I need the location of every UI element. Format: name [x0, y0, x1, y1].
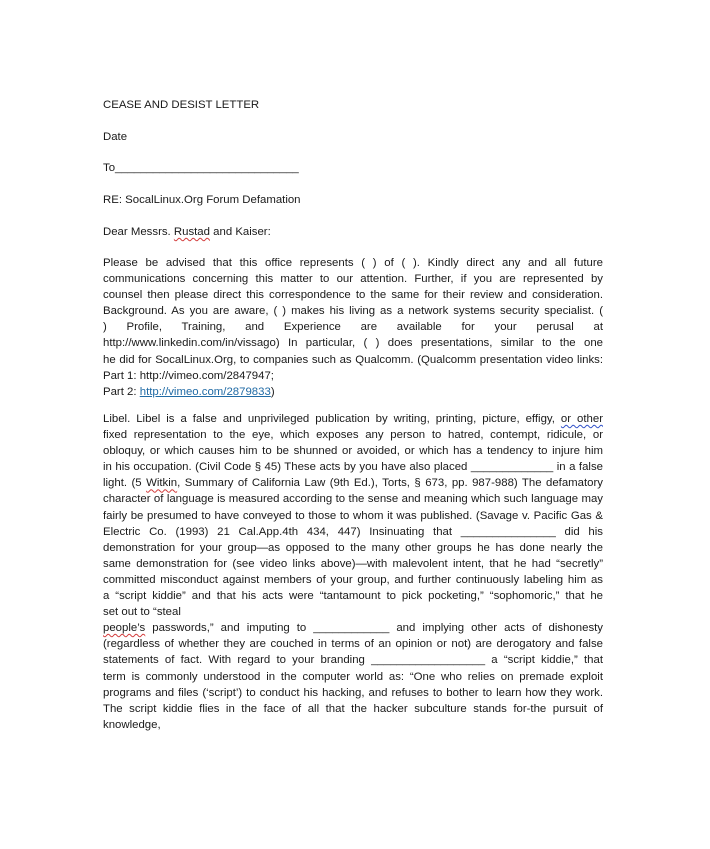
salutation-suffix: and Kaiser:: [209, 226, 271, 238]
paragraph-line: http://www.linkedin.com/in/vissago) In particular, ( ) does presentations, similar to the one: [103, 337, 603, 350]
paragraph-line: set out to “steal: [103, 606, 181, 619]
date-label: Date: [103, 131, 128, 143]
paragraph-line: Electric Co. (1993) 21 Cal.App.4th 434, 447) Insinuating that _______________ did his: [103, 525, 603, 538]
salutation: [103, 224, 271, 240]
line-prefix: light. (5: [103, 477, 147, 490]
paragraph-line: obloquy, or which causes him to be shunned or avoided, or which has a tendency to injure him: [103, 445, 603, 458]
paragraph-line: term is commonly understood in the computer world as: “One who relies on premade exploit: [103, 670, 603, 683]
paragraph-line: fixed representation to the eye, which exposes any person to hatred, contempt, ridicule, or: [103, 429, 603, 442]
paragraph-line: Part 1: http://vimeo.com/2847947;: [103, 369, 274, 382]
salutation-prefix: Dear Messrs.: [103, 226, 174, 238]
paragraph-line: [103, 411, 603, 427]
paragraph-line: he did for SocalLinux.Org, to companies such as Qualcomm. (Qualcomm presentation video links:: [103, 353, 603, 366]
salutation-name-flagged: Rustad: [173, 226, 210, 238]
paragraph-line: [103, 475, 603, 491]
paragraph-line: Please be advised that this office represents ( ) of ( ). Kindly direct any and all future: [103, 257, 603, 269]
paragraph-line: (regardless of whether they are couched in terms of an opinion or not) are derogatory and false: [103, 638, 603, 651]
vimeo-link[interactable]: http://vimeo.com/2879833: [139, 385, 271, 398]
paragraph-line: The script kiddie flies in the face of all that the hacker subculture stands for-the pursuit of: [103, 702, 603, 715]
recipient-line: To_____________________________: [103, 162, 299, 174]
paragraph-line: in his occupation. (Civil Code § 45) These acts by you have also placed _____________ in a false: [103, 461, 603, 474]
spelling-flagged-text: people’s: [103, 622, 146, 635]
grammar-flagged-text: or other: [560, 413, 603, 425]
paragraph-line: [103, 620, 603, 636]
line-suffix: passwords,” and imputing to ____________ and implying other acts of dishonesty: [145, 622, 603, 635]
document-title: CEASE AND DESIST LETTER: [103, 99, 260, 111]
paragraph-line: same demonstration for (see video links above)—with malevolent intent, that he had “secretly”: [103, 557, 603, 570]
line-suffix: , Summary of California Law (9th Ed.), Torts, § 673, pp. 987-988) The defamatory: [177, 477, 603, 490]
paragraph-line-video-link: [103, 384, 603, 400]
link-suffix: ): [270, 385, 275, 398]
spelling-flagged-text: Witkin: [146, 477, 178, 490]
paragraph-line: Background. As you are aware, ( ) makes his living as a network systems security specialist. (: [103, 305, 603, 318]
paragraph-line: character of language is measured according to the sense and meaning which such language may: [103, 493, 603, 506]
paragraph-line: committed misconduct against members of your group, and further continuously labeling him as: [103, 573, 603, 586]
paragraph-line: statements of fact. With regard to your branding __________________ a “script kiddie,” that: [103, 654, 603, 667]
paragraph-line: a “script kiddie” and that his acts were “tantamount to pick pocketing,” “sophomoric,” that he: [103, 590, 603, 603]
paragraph-line: counsel then please direct this correspondence to the same for their review and consideration.: [103, 289, 603, 302]
link-prefix: Part 2:: [103, 385, 140, 398]
paragraph-line: demonstration for your group—as opposed to the many other groups he has done nearly the: [103, 541, 603, 554]
subject-line: RE: SocalLinux.Org Forum Defamation: [103, 194, 301, 206]
paragraph-line: programs and files (‘script’) to conduct his hacking, and refuses to bother to learn how they work.: [103, 686, 603, 699]
paragraph-libel: [103, 411, 603, 733]
paragraph-line: communications concerning this matter to our attention. Further, if you are represented by: [103, 273, 603, 286]
paragraph-line: ) Profile, Training, and Experience are available for your perusal at: [103, 321, 603, 334]
paragraph-line: knowledge,: [103, 718, 161, 731]
paragraph-background: [103, 255, 603, 400]
line-text: Libel. Libel is a false and unprivileged publication by writing, printing, picture, effigy,: [103, 413, 561, 425]
paragraph-line: fairly be presumed to have conveyed to those to whom it was published. (Savage v. Pacific Gas &: [103, 509, 603, 522]
